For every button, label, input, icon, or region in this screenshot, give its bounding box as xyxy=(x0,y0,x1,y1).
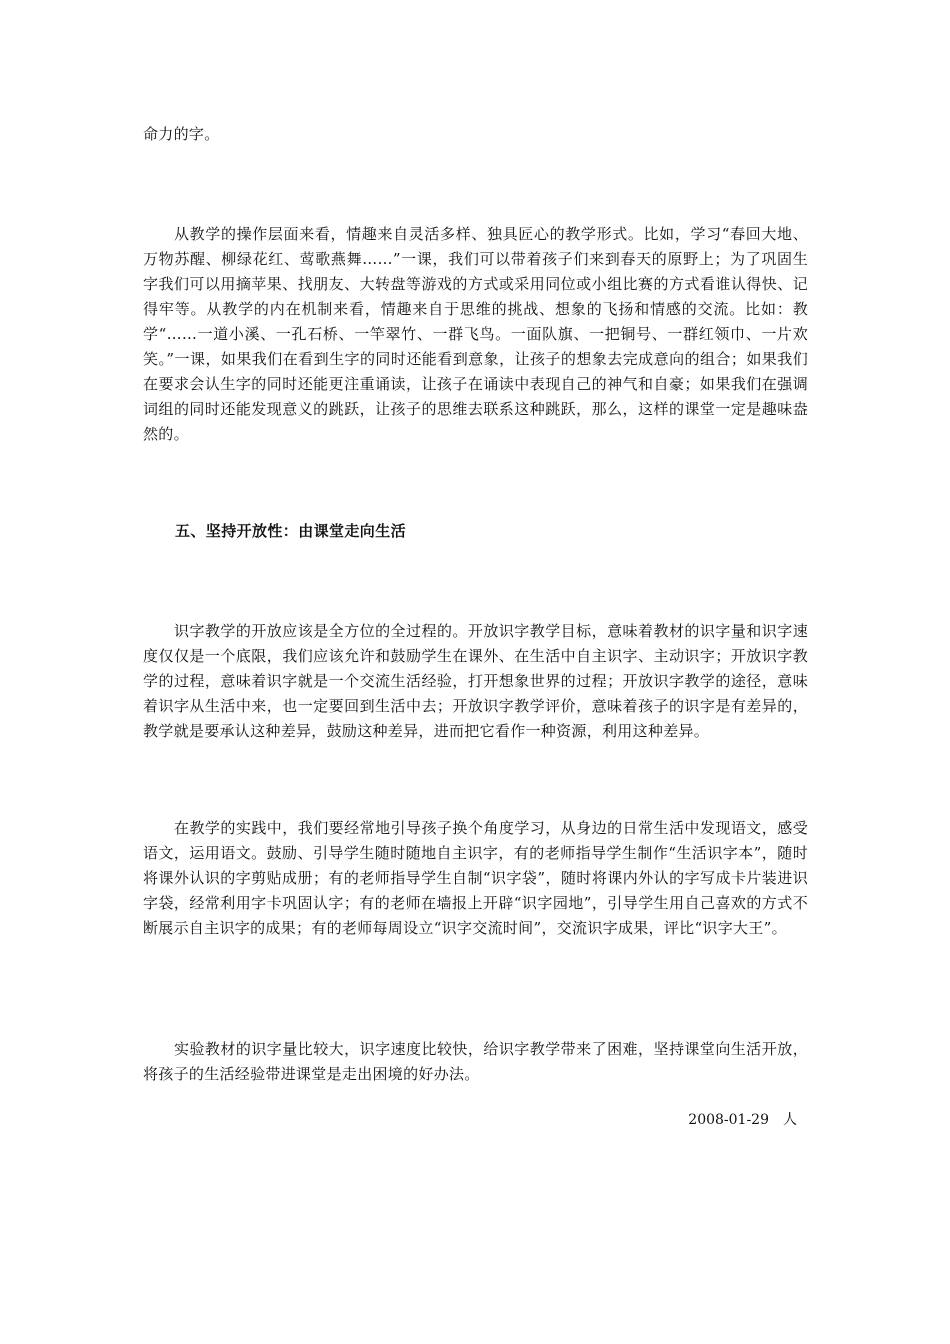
paragraph-openness: 识字教学的开放应该是全方位的全过程的。开放识字教学目标，意味着教材的识字量和识字速度仅仅是一个底限，我们应该允许和鼓励学生在课外、在生活中自主识字、主动识字；开放识字教学的过程，意味着识字就是一个交流生活经验，打开想象世界的过程；开放识字教学的途径，意味着识字从生活中来，也一定要回到生活中去；开放识字教学评价，意味着孩子的识字是有差异的，教学就是要承认这种差异，鼓励这种差异，进而把它看作一种资源，利用这种差异。 xyxy=(143,622,808,740)
paragraph-conclusion: 实验教材的识字量比较大，识字速度比较快，给识字教学带来了困难，坚持课堂向生活开放，将孩子的生活经验带进课堂是走出困境的好办法。 xyxy=(143,1040,808,1083)
paragraph-teaching-forms: 从教学的操作层面来看，情趣来自灵活多样、独具匠心的教学形式。比如，学习“春回大地、万物苏醒、柳绿花红、莺歌燕舞……”一课，我们可以带着孩子们来到春天的原野上；为了巩固生字我们可以用摘苹果、找朋友、大转盘等游戏的方式或采用同位或小组比赛的方式看谁认得快、记得牢等。从教学的内在机制来看，情趣来自于思维的挑战、想象的飞扬和情感的交流。比如：教学“……一道小溪、一孔石桥、一竿翠竹、一群飞鸟。一面队旗、一把铜号、一群红领巾、一片欢笑。”一课，如果我们在看到生字的同时还能看到意象，让孩子的想象去完成意向的组合；如果我们在要求会认生字的同时还能更注重诵读，让孩子在诵读中表现自己的神气和自豪；如果我们在强调词组的同时还能发现意义的跳跃，让孩子的思维去联系这种跳跃，那么，这样的课堂一定是趣味盎然的。 xyxy=(143,225,808,443)
paragraph-continuation: 命力的字。 xyxy=(143,125,220,143)
footer-date: 2008-01-29 xyxy=(688,1112,769,1128)
footer-author: 人 xyxy=(783,1112,797,1128)
paragraph-practice: 在教学的实践中，我们要经常地引导孩子换个角度学习，从身边的日常生活中发现语文，感受语文，运用语文。鼓励、引导学生随时随地自主识字，有的老师指导学生制作“生活识字本”，随时将课外认识的字剪贴成册；有的老师指导学生自制“识字袋”，随时将课内外认的字写成卡片装进识字袋，经常利用字卡巩固认字；有的老师在墙报上开辟“识字园地”，引导学生用自己喜欢的方式不断展示自主识字的成果；有的老师每周设立“识字交流时间”，交流识字成果，评比“识字大王”。 xyxy=(143,819,808,937)
footer-line xyxy=(688,1110,797,1130)
section-heading: 五、坚持开放性：由课堂走向生活 xyxy=(175,522,407,540)
